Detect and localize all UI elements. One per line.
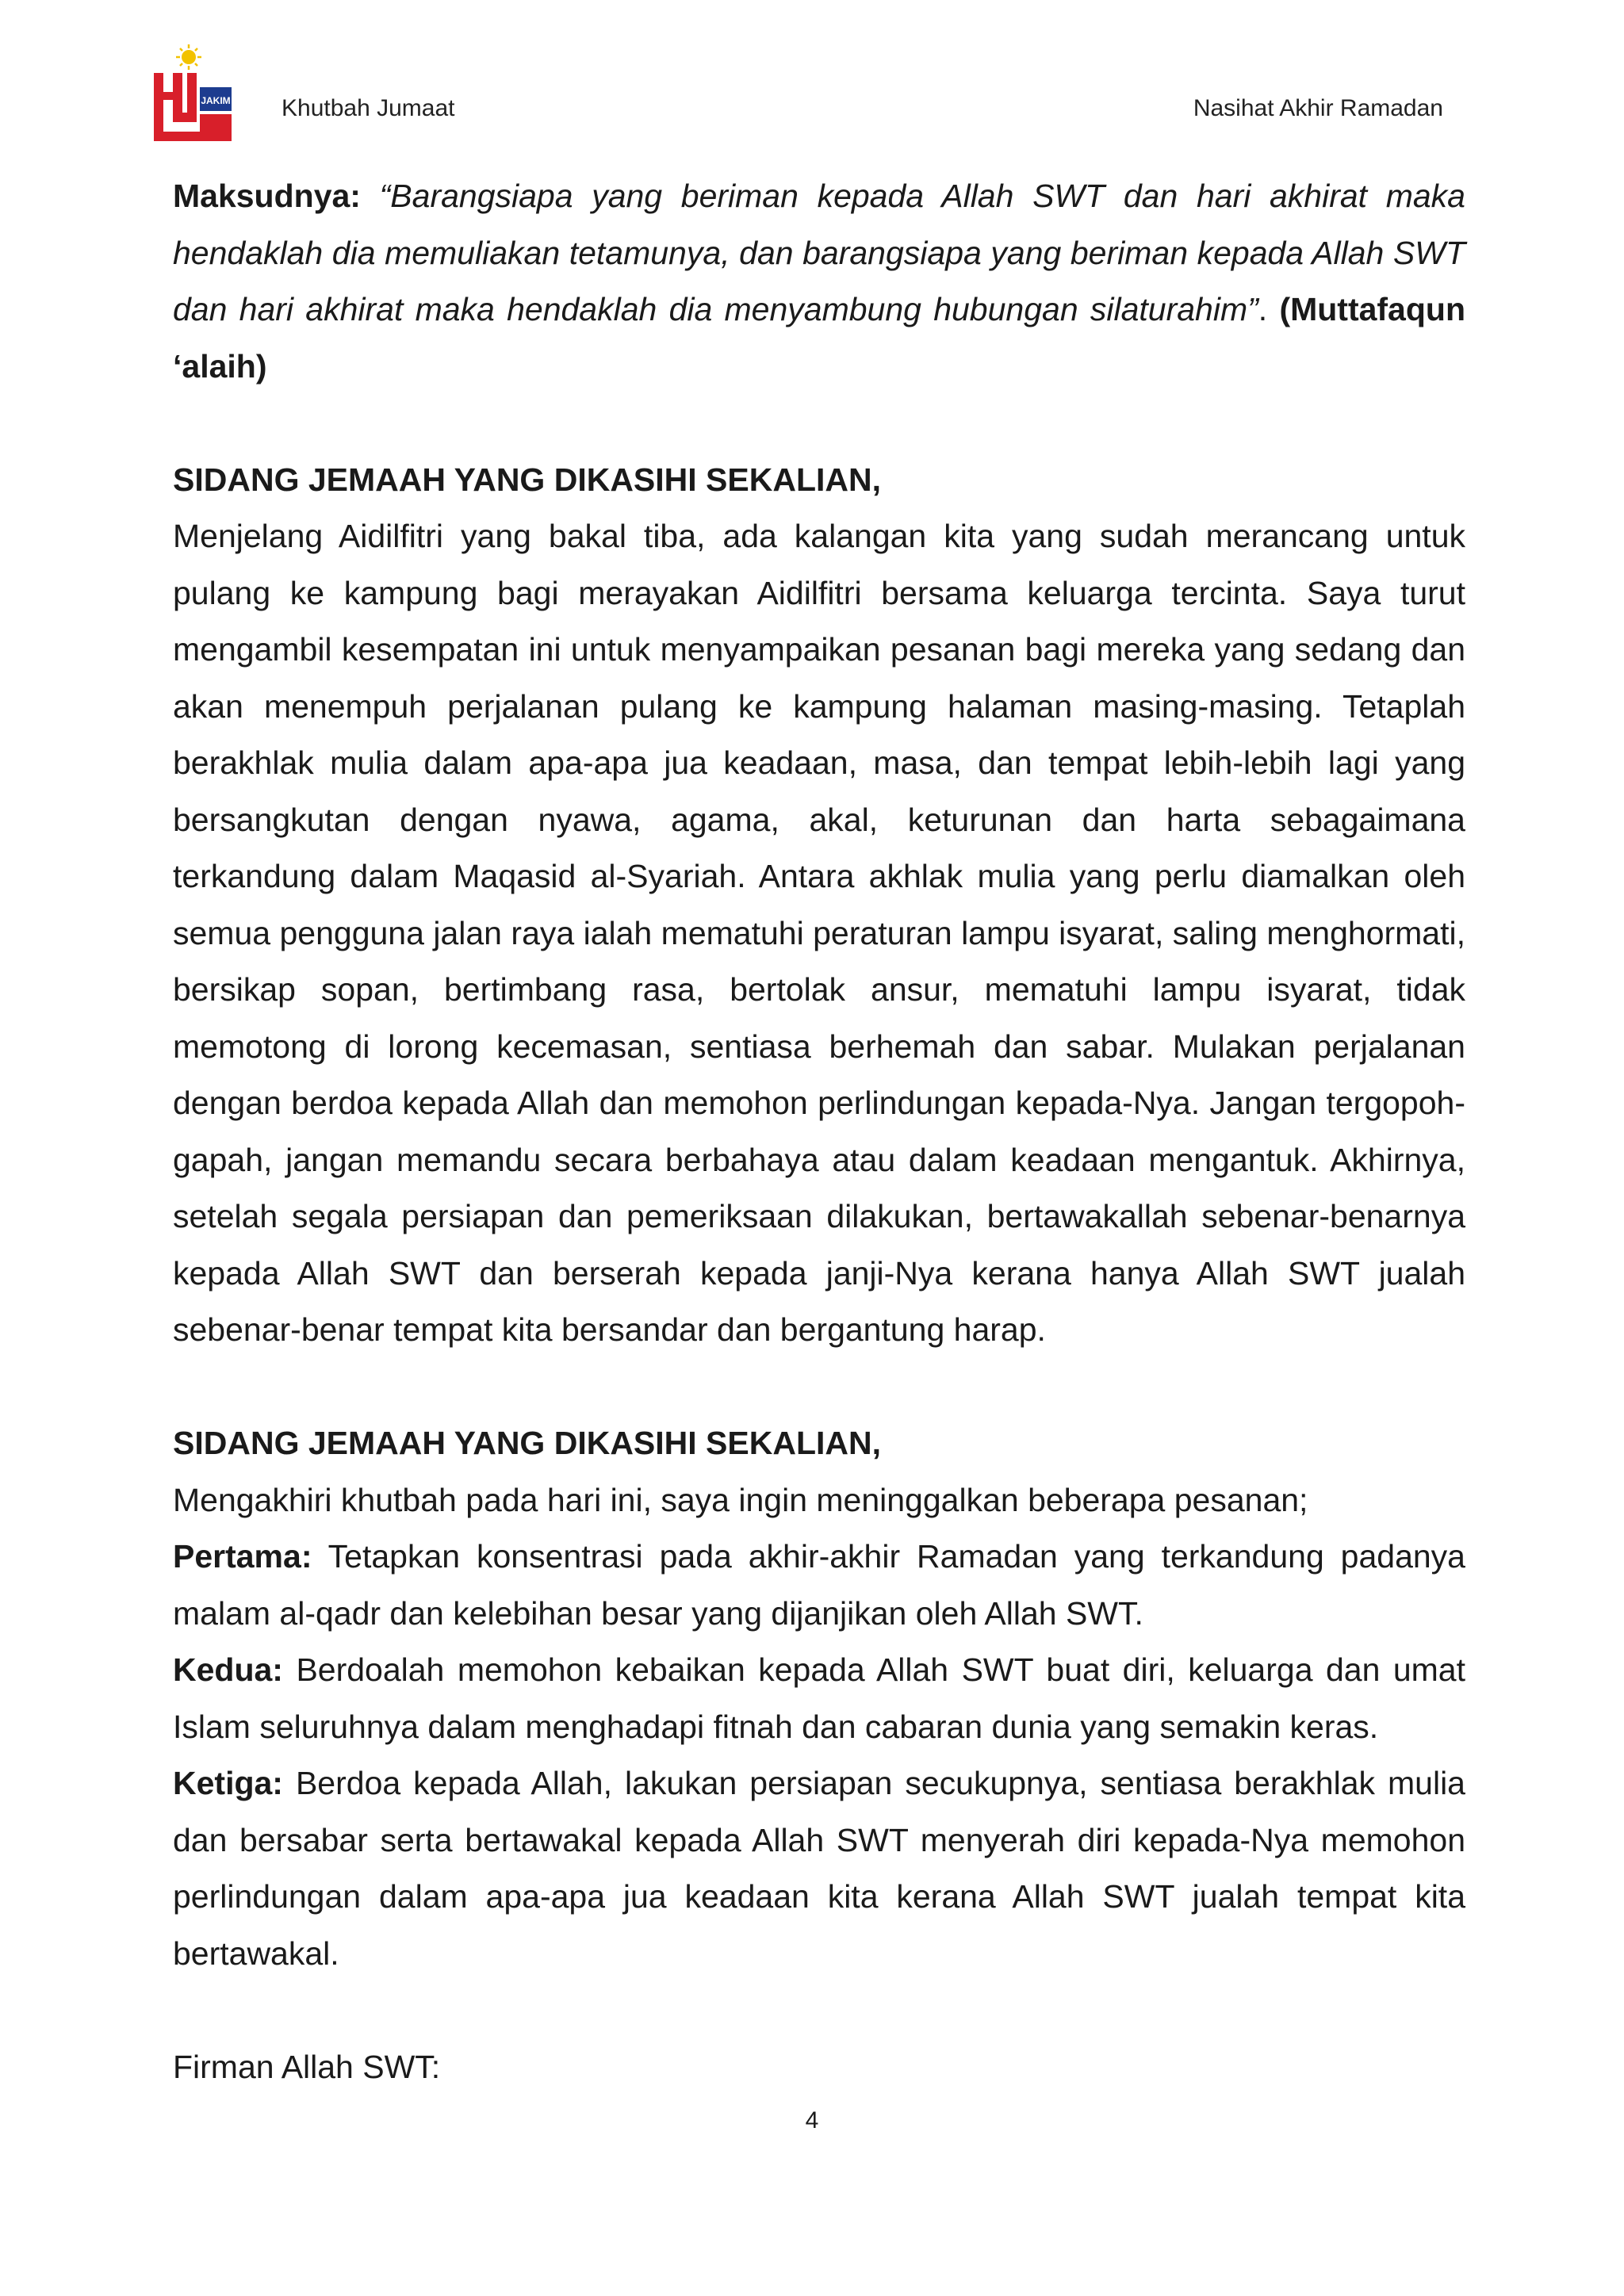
page-header	[151, 41, 1443, 144]
spacer	[173, 1982, 1465, 2039]
closing-line: Firman Allah SWT:	[173, 2048, 441, 2085]
quote-label: Maksudnya:	[173, 178, 361, 214]
header-right-title: Nasihat Akhir Ramadan	[1193, 95, 1443, 121]
document-body	[173, 168, 1465, 2095]
section1-heading: SIDANG JEMAAH YANG DIKASIHI SEKALIAN,	[173, 461, 882, 498]
point-label: Kedua:	[173, 1651, 283, 1688]
section1-paragraph: Menjelang Aidilfitri yang bakal tiba, ada kalangan kita yang sudah merancang untuk pulang ke kampung bagi merayakan Aidilfitri bersama keluarga tercinta. Saya turut mengambil kesempatan ini untuk menyampaikan pesanan bagi mereka yang sedang dan akan menempuh perjalanan pulang ke kampung halaman masing-masing. Tetaplah berakhlak mulia dalam apa-apa jua keadaan, masa, dan tempat lebih-lebih lagi yang bersangkutan dengan nyawa, agama, akal, keturunan dan harta sebagaimana terkandung dalam Maqasid al-Syariah. Antara akhlak mulia yang perlu diamalkan oleh semua pengguna jalan raya ialah mematuhi peraturan lampu isyarat, saling menghormati, bersikap sopan, bertimbang rasa, bertolak ansur, mematuhi lampu isyarat, tidak memotong di lorong kecemasan, sentiasa berhemah dan sabar. Mulakan perjalanan dengan berdoa kepada Allah dan memohon perlindungan kepada-Nya. Jangan tergopoh-gapah, jangan memandu secara berbahaya atau dalam keadaan mengantuk. Akhirnya, setelah segala persiapan dan pemeriksaan dilakukan, bertawakallah sebenar-benarnya kepada Allah SWT dan berserah kepada janji-Nya kerana hanya Allah SWT jualah sebenar-benar tempat kita bersandar dan bergantung harap.	[173, 518, 1465, 1348]
hadith-translation	[173, 168, 1465, 395]
point-text: Berdoalah memohon kebaikan kepada Allah SWT buat diri, keluarga dan umat Islam seluruhnya dalam menghadapi fitnah dan cabaran dunia yang semakin keras.	[173, 1651, 1465, 1745]
sun-icon	[176, 44, 201, 70]
point-label: Ketiga:	[173, 1765, 283, 1801]
point-third	[173, 1755, 1465, 1982]
quote-text: “Barangsiapa yang beriman kepada Allah SWT dan hari akhirat maka hendaklah dia memuliakan tetamunya, dan barangsiapa yang beriman kepada Allah SWT dan hari akhirat maka hendaklah dia menyambung hubungan silaturahim”	[173, 178, 1465, 327]
quote-period: .	[1258, 291, 1268, 327]
spacer	[173, 1359, 1465, 1416]
jakim-logo	[151, 41, 234, 144]
point-text: Tetapkan konsentrasi pada akhir-akhir Ramadan yang terkandung padanya malam al-qadr dan kelebihan besar yang dijanjikan oleh Allah SWT.	[173, 1538, 1465, 1632]
spacer	[173, 395, 1465, 452]
logo-text: JAKIM	[201, 95, 231, 106]
point-second	[173, 1642, 1465, 1755]
header-left-title: Khutbah Jumaat	[282, 95, 455, 121]
section2-heading: SIDANG JEMAAH YANG DIKASIHI SEKALIAN,	[173, 1425, 882, 1461]
quote-source: (Muttafaqun ‘alaih)	[173, 291, 1465, 385]
point-first	[173, 1529, 1465, 1642]
point-label: Pertama:	[173, 1538, 312, 1575]
section2-intro: Mengakhiri khutbah pada hari ini, saya ingin meninggalkan beberapa pesanan;	[173, 1481, 1308, 1518]
point-text: Berdoa kepada Allah, lakukan persiapan secukupnya, sentiasa berakhlak mulia dan bersabar serta bertawakal kepada Allah SWT menyerah diri kepada-Nya memohon perlindungan dalam apa-apa jua keadaan kita kerana Allah SWT jualah tempat kita bertawakal.	[173, 1765, 1465, 1972]
page-number: 4	[805, 2107, 819, 2133]
